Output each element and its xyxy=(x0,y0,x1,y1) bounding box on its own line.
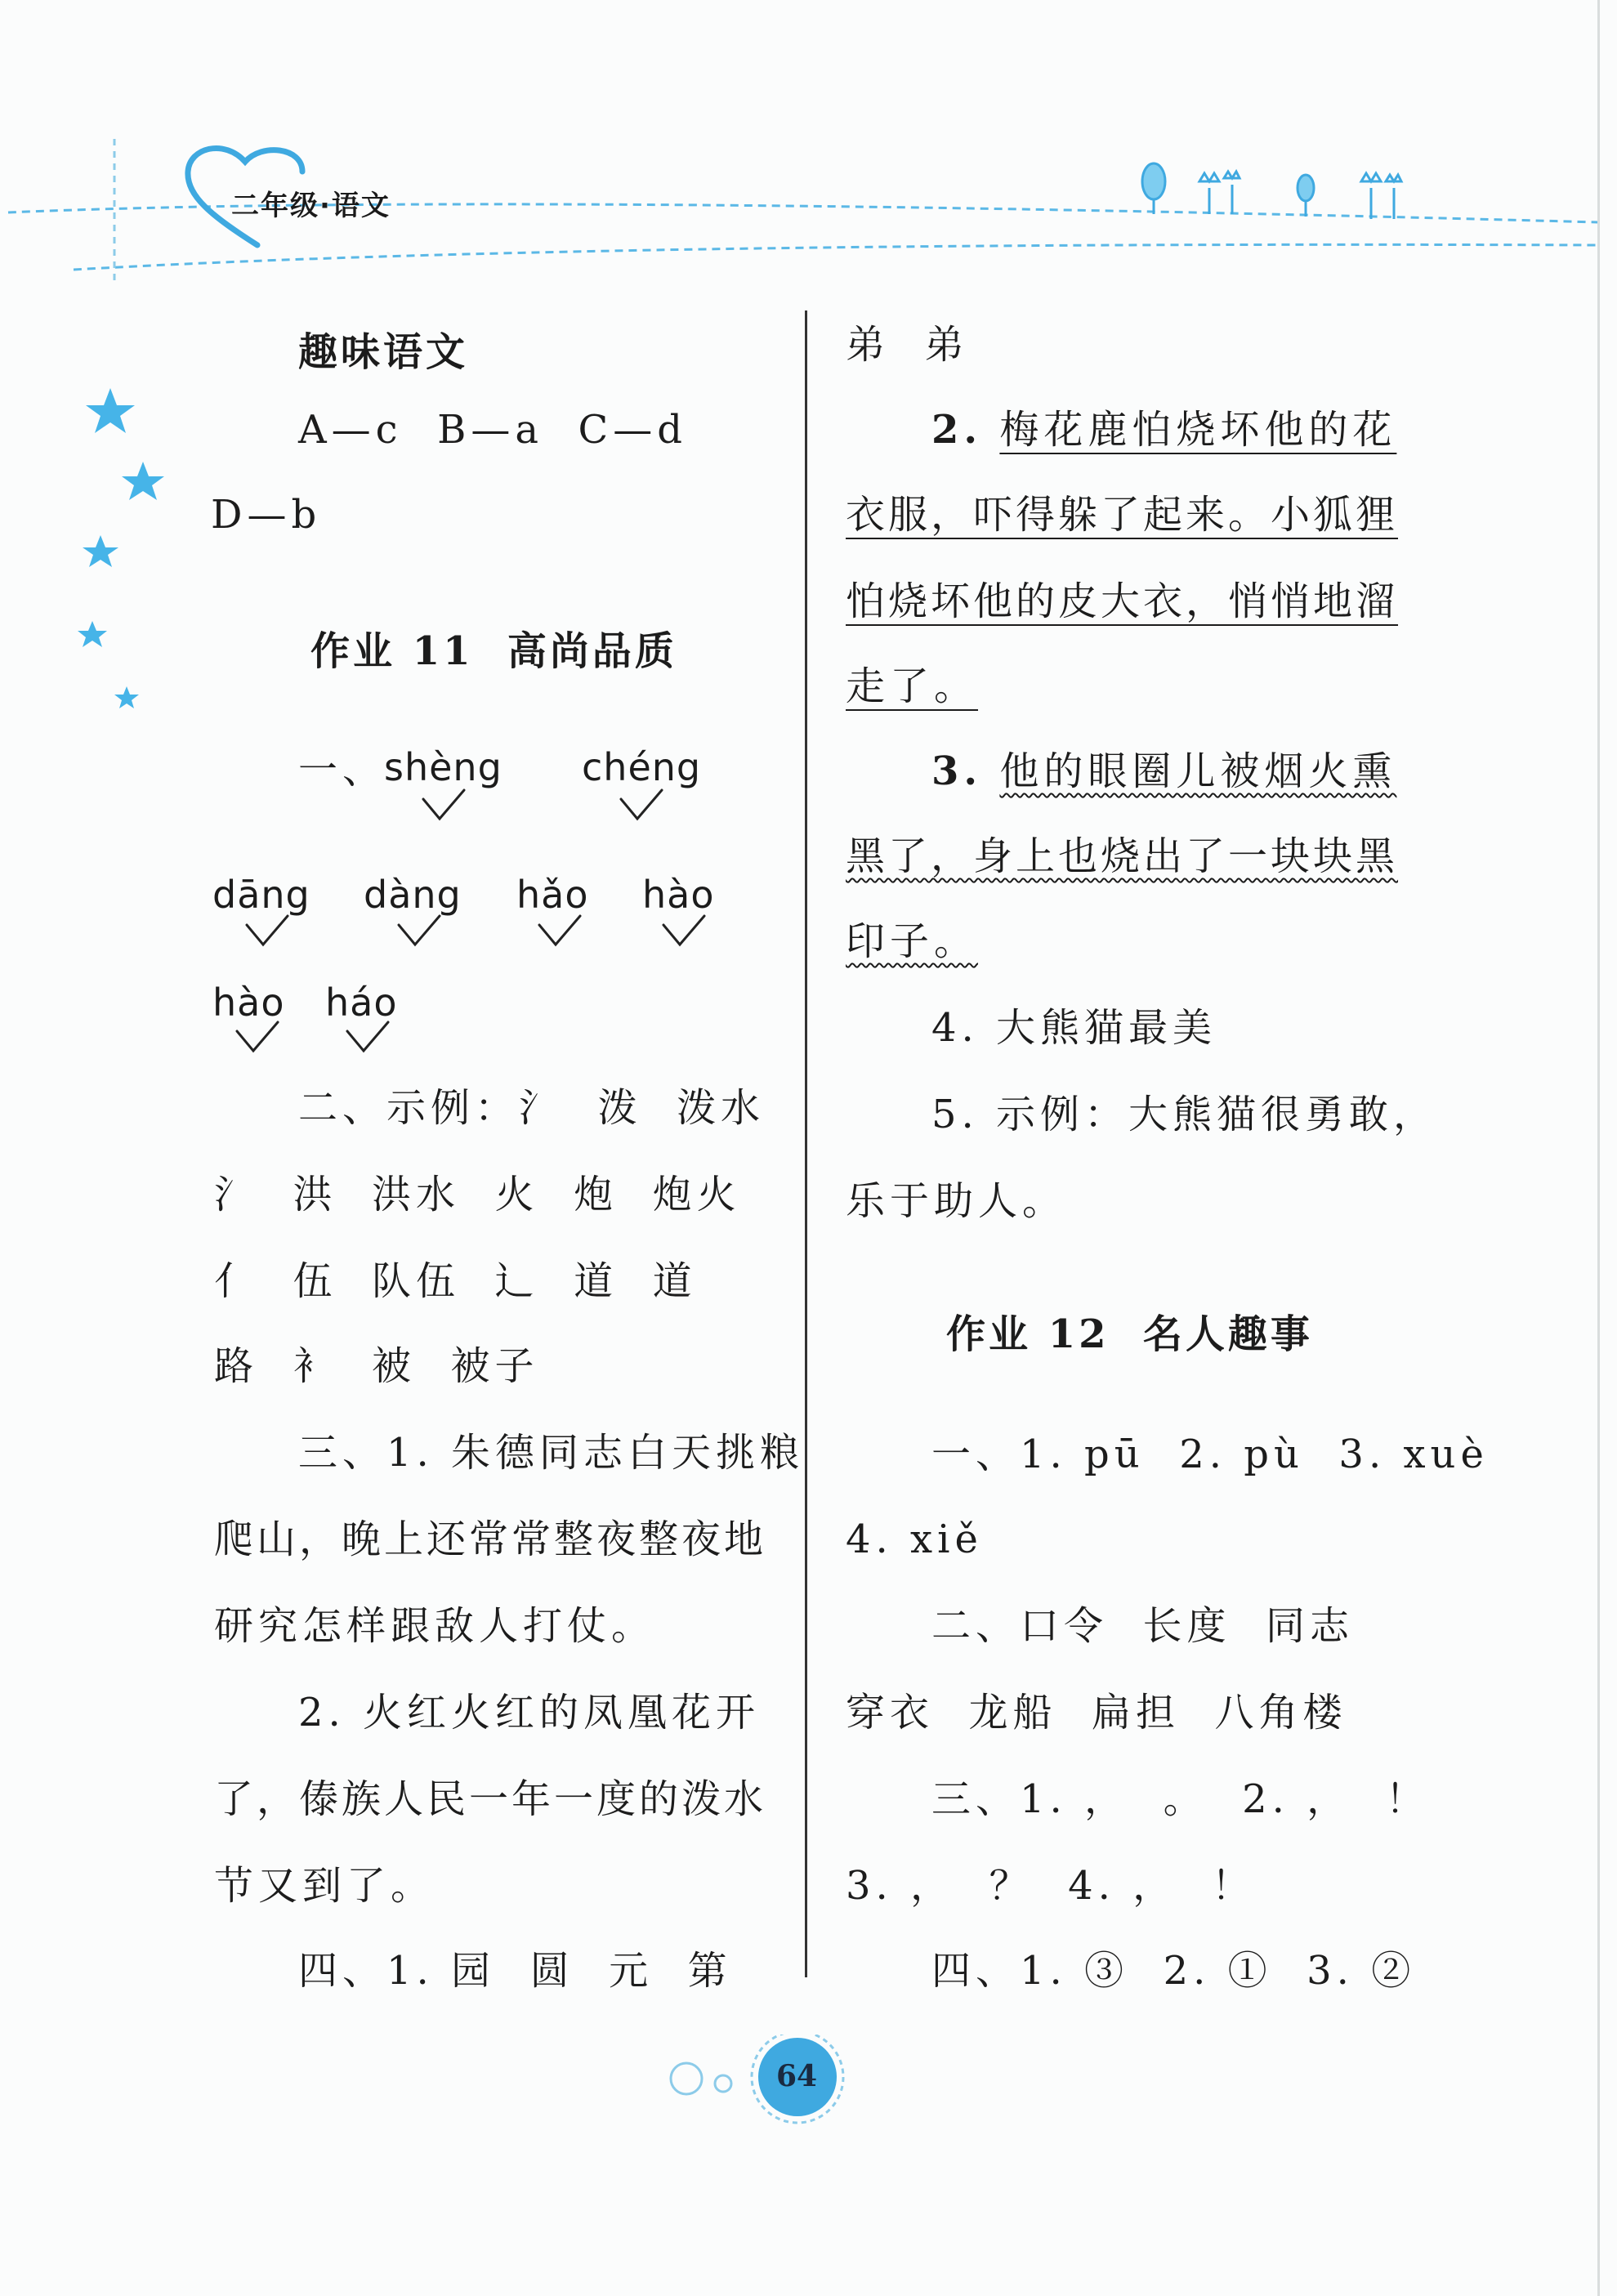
check-icon xyxy=(237,1022,278,1051)
answer-line: 四、1. ③ 2. ① 3. ② xyxy=(931,1948,1416,1994)
underlined-text: 梅花鹿怕烧坏他的花 xyxy=(999,407,1397,453)
check-icon xyxy=(399,916,440,945)
q3-line: 节又到了。 xyxy=(214,1863,436,1909)
check-icon xyxy=(539,916,580,945)
q3-line: 爬山，晚上还常常整夜整夜地 xyxy=(214,1517,767,1562)
answer-line: 3. ， ？ 4. ， ！ xyxy=(846,1863,1256,1909)
answer-line xyxy=(931,405,1396,454)
pinyin: dāng xyxy=(212,873,310,917)
answer-line: 三、1. ， 。 2. ， ！ xyxy=(931,1776,1430,1822)
answer-line: 一、1. pū 2. pù 3. xuè xyxy=(931,1432,1489,1477)
homework-11-title: 作业 11 高尚品质 xyxy=(310,628,677,674)
tree-icon-2 xyxy=(1298,175,1314,217)
q3-line: 2. 火红火红的凤凰花开 xyxy=(298,1690,761,1735)
grade-label: 二年级·语文 xyxy=(231,190,391,222)
check-icon xyxy=(423,790,464,819)
answer-line: 5. 示例：大熊猫很勇敢， xyxy=(931,1092,1438,1137)
underlined-text: 走了。 xyxy=(846,663,979,709)
answer-line: 4. xiě xyxy=(846,1517,983,1562)
fun-chinese-title: 趣味语文 xyxy=(298,329,469,375)
check-icon xyxy=(247,916,288,945)
tree-icon-1 xyxy=(1142,163,1165,214)
q2-line: 路 衤 被 被子 xyxy=(214,1343,539,1389)
page-number: 64 xyxy=(776,2059,818,2093)
answer-line: 穿衣 龙船 扁担 八角楼 xyxy=(846,1690,1347,1735)
check-icon xyxy=(347,1022,388,1051)
q3-line: 研究怎样跟敌人打仗。 xyxy=(214,1603,656,1649)
pinyin: háo xyxy=(325,980,398,1025)
wavy-underlined-text: 黑了，身上也烧出了一块块黑 xyxy=(846,833,1399,879)
page-edge xyxy=(1597,0,1600,2296)
question-number: 3. xyxy=(931,748,983,794)
pinyin: shèng xyxy=(384,745,503,789)
q2-line: 氵 洪 洪水 火 炮 炮火 xyxy=(214,1172,741,1217)
tulip-icon-1 xyxy=(1199,172,1240,214)
answer-line xyxy=(931,747,1396,796)
answer-line: 二、口令 长度 同志 xyxy=(931,1603,1355,1649)
page-number-decoration xyxy=(654,2035,866,2141)
check-marks xyxy=(0,0,817,1079)
wavy-underlined-text: 印子。 xyxy=(846,918,979,964)
pinyin: chéng xyxy=(582,745,702,789)
q1-prefix: 一、 xyxy=(298,747,387,793)
answer-line: 乐于助人。 xyxy=(846,1178,1067,1224)
homework-12-title: 作业 12 名人趣事 xyxy=(946,1311,1313,1357)
pinyin: hǎo xyxy=(516,873,589,917)
answer-line: 4. 大熊猫最美 xyxy=(931,1005,1217,1051)
check-icon xyxy=(621,790,662,819)
q2-line: 亻 伍 队伍 辶 道 道 xyxy=(214,1258,697,1304)
fun-answer-line: D—b xyxy=(211,492,322,538)
tulip-icon-2 xyxy=(1361,173,1401,219)
underlined-text: 衣服，吓得躲了起来。小狐狸 xyxy=(846,492,1399,538)
q4-line: 四、1. 园 圆 元 第 xyxy=(298,1948,732,1994)
pinyin: hào xyxy=(642,873,715,917)
check-icon xyxy=(663,916,704,945)
pinyin: dàng xyxy=(364,873,462,917)
q3-line: 三、1. 朱德同志白天挑粮 xyxy=(298,1430,805,1476)
pinyin: hào xyxy=(212,980,285,1025)
question-number: 2. xyxy=(931,407,983,453)
fun-answer-line: A—c B—a C—d xyxy=(298,407,687,453)
q3-line: 了，傣族人民一年一度的泼水 xyxy=(214,1776,767,1822)
wavy-underlined-text: 他的眼圈儿被烟火熏 xyxy=(999,748,1397,794)
answer-line: 弟 弟 xyxy=(846,322,969,368)
q2-line: 二、示例：氵 泼 泼水 xyxy=(298,1085,766,1131)
underlined-text: 怕烧坏他的皮大衣，悄悄地溜 xyxy=(846,578,1399,624)
